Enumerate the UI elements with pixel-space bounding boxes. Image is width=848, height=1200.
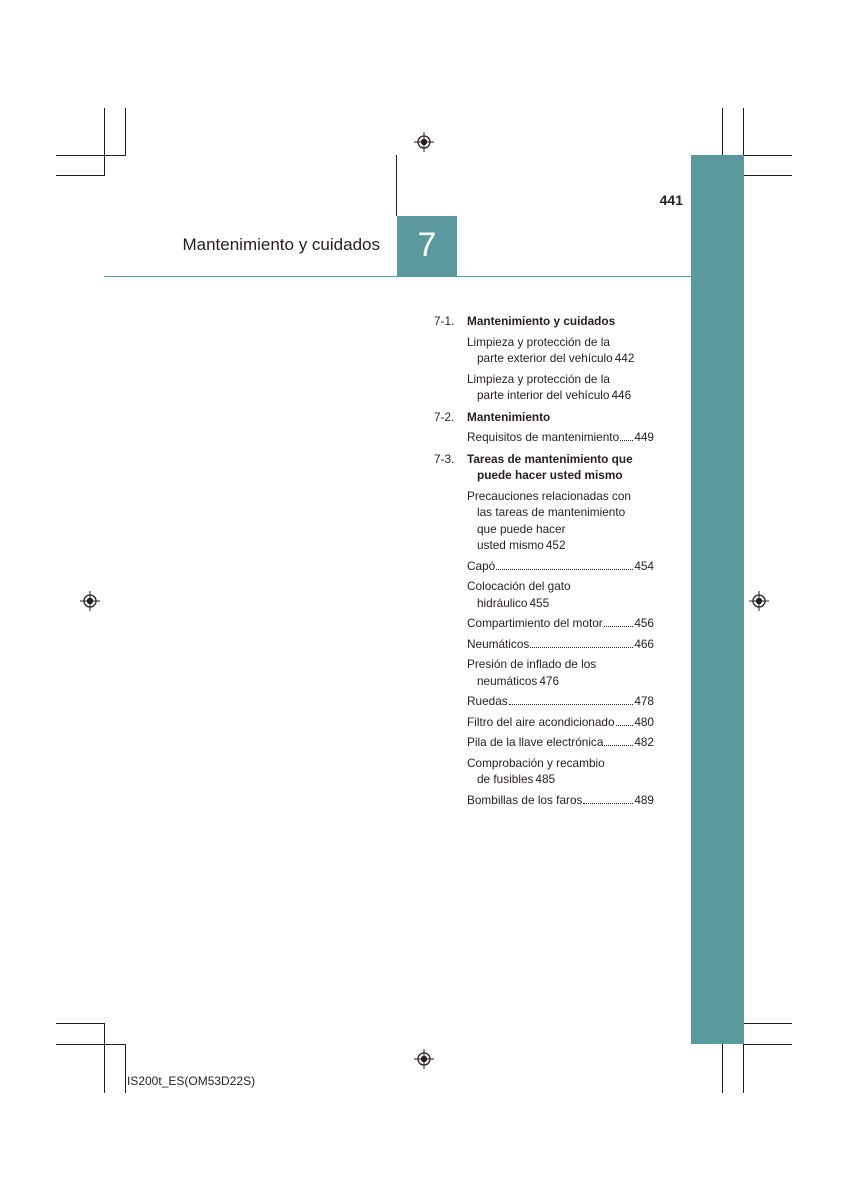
header-divider xyxy=(396,155,397,216)
section-number: 7-2. xyxy=(434,409,455,424)
toc-section-heading xyxy=(434,409,654,426)
entry-page-number: 478 xyxy=(634,694,654,708)
dot-leader xyxy=(616,725,634,726)
entry-text: las tareas de mantenimiento xyxy=(477,505,626,519)
crop-mark xyxy=(744,1044,792,1045)
section-title: puede hacer usted mismo xyxy=(477,468,623,482)
registration-mark-icon xyxy=(414,1049,434,1069)
entry-text: Filtro del aire acondicionado xyxy=(467,714,615,729)
toc-entry[interactable] xyxy=(434,558,654,575)
crop-mark xyxy=(56,1023,104,1024)
section-title: Tareas de mantenimiento que xyxy=(467,451,633,466)
registration-mark-icon xyxy=(749,591,769,611)
dot-leader xyxy=(604,745,633,746)
entry-page-number: 489 xyxy=(634,792,654,807)
entry-page-number: 456 xyxy=(634,616,654,630)
registration-mark-icon xyxy=(414,132,434,152)
toc-entry[interactable] xyxy=(434,755,654,788)
dot-leader xyxy=(530,647,633,648)
entry-text: parte exterior del vehículo xyxy=(477,351,613,365)
crop-mark xyxy=(744,1023,792,1024)
section-number: 7-1. xyxy=(434,314,455,328)
toc-section-heading xyxy=(434,313,654,330)
entry-text: Comprobación y recambio xyxy=(467,755,605,770)
toc-entry[interactable] xyxy=(434,714,654,731)
entry-text: Pila de la llave electrónica xyxy=(467,735,604,749)
crop-mark xyxy=(56,175,104,176)
entry-page-number: 446 xyxy=(611,388,632,402)
toc-entry[interactable] xyxy=(434,734,654,751)
crop-mark xyxy=(744,175,792,176)
toc-entry[interactable] xyxy=(434,578,654,611)
entry-page-number: 452 xyxy=(545,538,566,552)
entry-text: neumáticos xyxy=(477,673,538,688)
entry-text: de fusibles xyxy=(477,772,534,786)
toc-entry[interactable] xyxy=(434,429,654,446)
entry-text: Neumáticos xyxy=(467,636,530,651)
entry-page-number: 455 xyxy=(529,595,550,610)
entry-text: Compartimiento del motor xyxy=(467,616,603,630)
toc-section-heading xyxy=(434,451,654,484)
entry-text: usted mismo xyxy=(477,538,544,552)
entry-page-number: 476 xyxy=(539,673,560,688)
chapter-side-tab xyxy=(691,155,744,1044)
entry-page-number: 485 xyxy=(535,772,556,786)
entry-text: Precauciones relacionadas con xyxy=(467,488,631,503)
entry-page-number: 466 xyxy=(634,636,654,651)
entry-text: que puede hacer xyxy=(477,521,566,536)
crop-mark xyxy=(56,1044,126,1045)
entry-page-number: 480 xyxy=(634,714,654,729)
chapter-number: 7 xyxy=(417,226,437,264)
dot-leader xyxy=(509,704,634,705)
toc-entry[interactable] xyxy=(434,488,654,554)
crop-mark xyxy=(56,155,126,156)
chapter-title: Mantenimiento y cuidados xyxy=(182,235,380,254)
toc-entry[interactable] xyxy=(434,636,654,653)
entry-page-number: 482 xyxy=(634,735,654,749)
registration-mark-icon xyxy=(80,591,100,611)
dot-leader xyxy=(620,440,633,441)
entry-text: parte interior del vehículo xyxy=(477,388,610,402)
entry-text: Limpieza y protección de la xyxy=(467,371,610,386)
entry-text: Requisitos de mantenimiento xyxy=(467,430,620,444)
toc-entry[interactable] xyxy=(434,656,654,689)
entry-page-number: 454 xyxy=(634,558,654,573)
entry-page-number: 442 xyxy=(614,351,635,365)
toc-entry[interactable] xyxy=(434,693,654,710)
crop-mark xyxy=(125,1044,126,1093)
toc-entry[interactable] xyxy=(434,334,654,367)
dot-leader xyxy=(583,803,633,804)
entry-text: hidráulico xyxy=(477,595,528,610)
crop-mark xyxy=(744,155,792,156)
crop-mark xyxy=(722,1044,723,1093)
crop-mark xyxy=(104,108,105,176)
crop-mark xyxy=(104,1023,105,1093)
page-number: 441 xyxy=(659,192,683,208)
entry-text: Presión de inflado de los xyxy=(467,657,597,671)
entry-text: Capó xyxy=(467,558,496,573)
dot-leader xyxy=(604,626,634,627)
toc-entry[interactable] xyxy=(434,371,654,404)
entry-text: Limpieza y protección de la xyxy=(467,334,610,349)
document-code: IS200t_ES(OM53D22S) xyxy=(127,1074,256,1088)
entry-text: Colocación del gato xyxy=(467,579,571,593)
crop-mark xyxy=(125,108,126,156)
section-title: Mantenimiento y cuidados xyxy=(467,314,616,328)
table-of-contents xyxy=(434,313,654,808)
toc-entry[interactable] xyxy=(434,615,654,632)
crop-mark xyxy=(722,108,723,156)
toc-entry[interactable] xyxy=(434,792,654,809)
entry-page-number: 449 xyxy=(634,430,654,444)
section-title: Mantenimiento xyxy=(467,409,551,424)
section-number: 7-3. xyxy=(434,451,455,466)
entry-text: Bombillas de los faros xyxy=(467,792,583,807)
dot-leader xyxy=(496,569,633,570)
chapter-number-box xyxy=(397,216,457,276)
entry-text: Ruedas xyxy=(467,694,508,708)
header-rule xyxy=(104,276,691,277)
